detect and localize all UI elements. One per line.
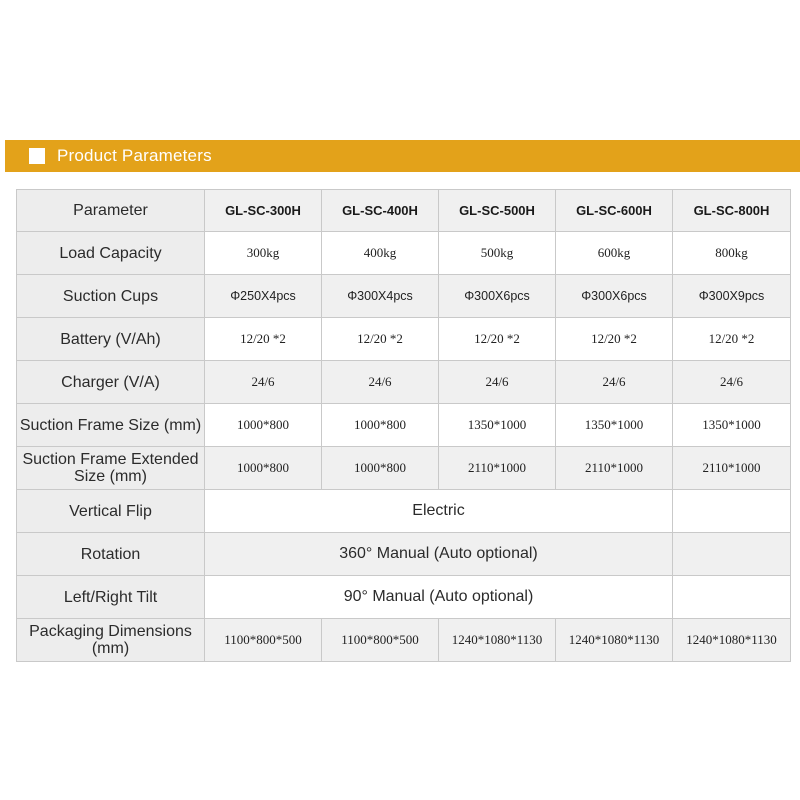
table-row <box>17 275 791 318</box>
row-label: Packaging Dimensions (mm) <box>17 619 205 662</box>
table-cell: 600kg <box>556 232 673 275</box>
row-label: Vertical Flip <box>17 490 205 533</box>
table-cell: 400kg <box>322 232 439 275</box>
table-cell: 12/20 *2 <box>322 318 439 361</box>
table-cell: 2110*1000 <box>439 447 556 490</box>
table-row <box>17 576 791 619</box>
table-cell: 1000*800 <box>205 447 322 490</box>
table-cell: Φ300X6pcs <box>439 275 556 318</box>
table-row <box>17 318 791 361</box>
header-row <box>17 190 791 232</box>
row-label: Rotation <box>17 533 205 576</box>
empty-cell <box>673 576 791 619</box>
header-model: GL-SC-300H <box>205 190 322 232</box>
table-row <box>17 490 791 533</box>
row-label: Load Capacity <box>17 232 205 275</box>
table-cell: 24/6 <box>205 361 322 404</box>
empty-cell <box>673 533 791 576</box>
table-cell: 800kg <box>673 232 791 275</box>
parameters-table <box>16 189 791 662</box>
table-cell: 500kg <box>439 232 556 275</box>
table-cell: 12/20 *2 <box>556 318 673 361</box>
merged-cell: 90° Manual (Auto optional) <box>205 576 673 619</box>
empty-cell <box>673 490 791 533</box>
table-cell: 2110*1000 <box>673 447 791 490</box>
merged-cell: 360° Manual (Auto optional) <box>205 533 673 576</box>
row-label: Left/Right Tilt <box>17 576 205 619</box>
table-cell: Φ300X4pcs <box>322 275 439 318</box>
table-cell: 1350*1000 <box>673 404 791 447</box>
table-cell: 12/20 *2 <box>439 318 556 361</box>
table-cell: 2110*1000 <box>556 447 673 490</box>
table-cell: 24/6 <box>673 361 791 404</box>
table-cell: Φ250X4pcs <box>205 275 322 318</box>
header-model: GL-SC-500H <box>439 190 556 232</box>
table-cell: 24/6 <box>439 361 556 404</box>
row-label: Suction Frame Extended Size (mm) <box>17 447 205 490</box>
table-row <box>17 361 791 404</box>
table-cell: 300kg <box>205 232 322 275</box>
section-title: Product Parameters <box>57 146 212 165</box>
row-label: Battery (V/Ah) <box>17 318 205 361</box>
table-cell: 1000*800 <box>322 404 439 447</box>
table-cell: 12/20 *2 <box>673 318 791 361</box>
table-cell: 24/6 <box>556 361 673 404</box>
table-row <box>17 404 791 447</box>
table-row <box>17 619 791 662</box>
table-cell: 1350*1000 <box>439 404 556 447</box>
table-cell: 1240*1080*1130 <box>556 619 673 662</box>
table-cell: 1240*1080*1130 <box>673 619 791 662</box>
table-cell: Φ300X9pcs <box>673 275 791 318</box>
table-cell: 1350*1000 <box>556 404 673 447</box>
table-cell: 1000*800 <box>322 447 439 490</box>
header-model: GL-SC-400H <box>322 190 439 232</box>
header-parameter: Parameter <box>17 190 205 232</box>
header-model: GL-SC-800H <box>673 190 791 232</box>
parameters-table-wrapper <box>16 189 790 662</box>
table-row <box>17 447 791 490</box>
table-cell: 1100*800*500 <box>205 619 322 662</box>
section-banner <box>5 140 800 172</box>
table-row <box>17 232 791 275</box>
row-label: Suction Cups <box>17 275 205 318</box>
table-cell: 1240*1080*1130 <box>439 619 556 662</box>
table-row <box>17 533 791 576</box>
table-cell: 24/6 <box>322 361 439 404</box>
table-cell: 1100*800*500 <box>322 619 439 662</box>
row-label: Charger (V/A) <box>17 361 205 404</box>
table-cell: Φ300X6pcs <box>556 275 673 318</box>
table-cell: 12/20 *2 <box>205 318 322 361</box>
merged-cell: Electric <box>205 490 673 533</box>
header-model: GL-SC-600H <box>556 190 673 232</box>
square-icon <box>29 148 45 164</box>
table-cell: 1000*800 <box>205 404 322 447</box>
row-label: Suction Frame Size (mm) <box>17 404 205 447</box>
